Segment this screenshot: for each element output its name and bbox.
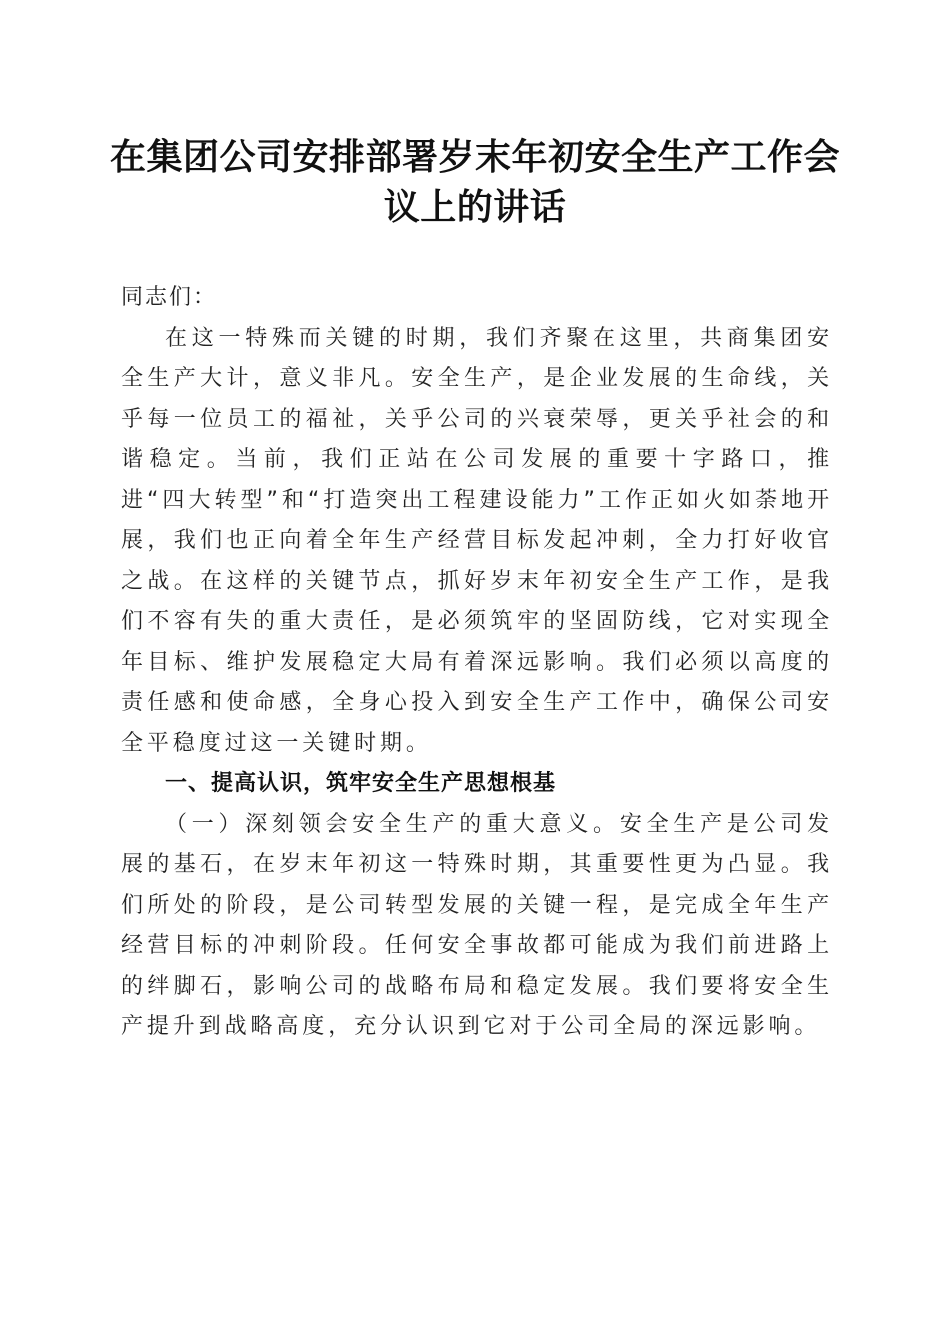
section-heading-1: 一、提高认识，筑牢安全生产思想根基: [165, 771, 557, 796]
document-body: [121, 278, 833, 1048]
subsection-lead: （一）深刻领会安全生产的重大意义。: [165, 811, 620, 837]
document-title: [110, 132, 840, 232]
salutation: 同志们：: [121, 285, 218, 310]
subsection-text: 安全生产是公司发展的基石，在岁末年初这一特殊时期，其重要性更为凸显。我们所处的阶段，是公司转型发展的关键一程，是完成全年生产经营目标的冲刺阶段。任何安全事故都可能成为我们前进路上的绊脚石，影响公司的战略布局和稳定发展。我们要将安全生产提升到战略高度，充分认识到它对于公司全局的深远影响。: [121, 811, 833, 1039]
intro-paragraph: 在这一特殊而关键的时期，我们齐聚在这里，共商集团安全生产大计，意义非凡。安全生产，是企业发展的生命线，关乎每一位员工的福祉，关乎公司的兴衰荣辱，更关乎社会的和谐稳定。当前，我们正站在公司发展的重要十字路口，推进“四大转型”和“打造突出工程建设能力”工作正如火如荼地开展，我们也正向着全年生产经营目标发起冲刺，全力打好收官之战。在这样的关键节点，抓好岁末年初安全生产工作，是我们不容有失的重大责任，是必须筑牢的坚固防线，它对实现全年目标、维护发展稳定大局有着深远影响。我们必须以高度的责任感和使命感，全身心投入到安全生产工作中，确保公司安全平稳度过这一关键时期。: [121, 325, 833, 756]
subsection-paragraph-1: [121, 805, 833, 1048]
title-line-1: 在集团公司安排部署岁末年初安全生产工作会: [110, 136, 841, 178]
title-line-2: 议上的讲话: [383, 186, 567, 228]
